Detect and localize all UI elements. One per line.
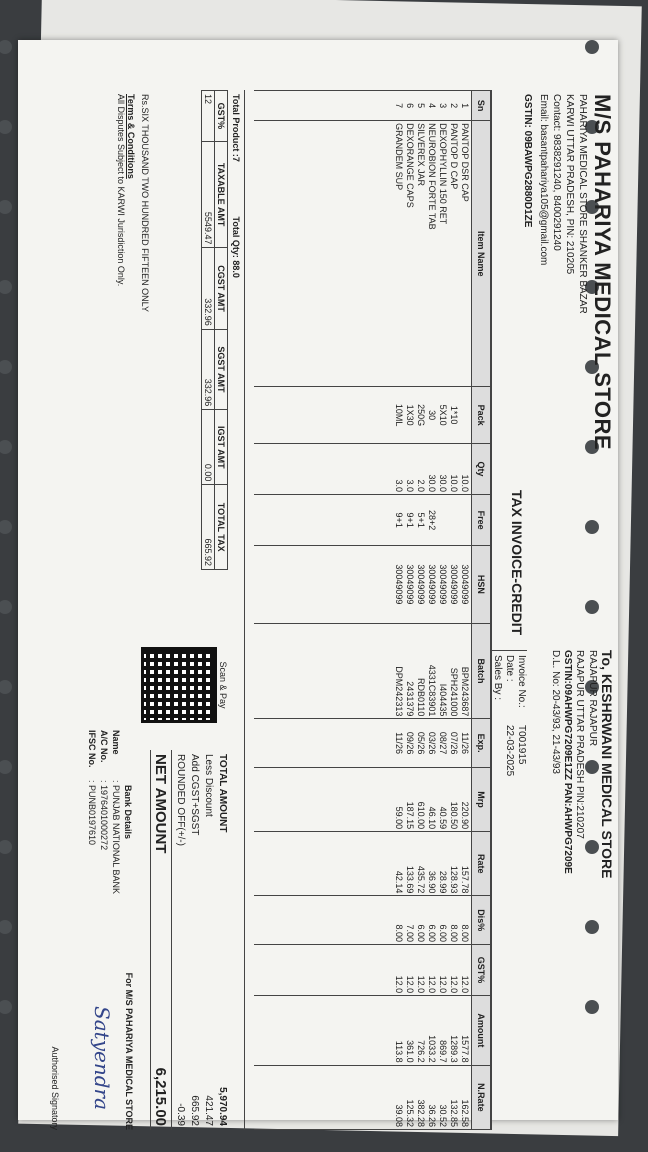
table-cell: PANTOP DSR CAP [460,121,472,387]
empty-cell [254,495,394,546]
buyer-dl: D.L. No: 20-43/93, 21-43/93 [550,650,561,774]
table-cell: 12.0 [449,944,460,995]
items-table [254,90,491,1130]
table-cell: 435.72 [416,832,427,896]
total-qty: Total Qty: 88.0 [231,216,241,278]
table-cell: 30049099 [438,546,449,623]
table-cell: RDB0110 [416,623,427,719]
invoice [50,90,617,1130]
table-cell: 05/26 [416,719,427,768]
table-cell: 6.00 [438,896,449,945]
seller-line: Contact: 9838291240, 8400291240 [551,94,562,251]
table-cell: 7.00 [405,896,416,945]
table-row [427,91,438,1130]
table-cell: I404435 [438,623,449,719]
table-cell: 1*10 [449,387,460,443]
table-cell: 40.59 [438,767,449,831]
table-cell: 132.85 [449,1065,460,1129]
invoice-date: 22-03-2025 [504,725,515,777]
bank-ac: : 1976401000272 [99,780,109,851]
table-cell: 12.0 [416,944,427,995]
col-header: Rate [472,832,491,896]
table-row [438,91,449,1130]
tax-cell: 5549.47 [202,141,215,248]
amounts-block [150,750,228,1130]
table-cell: 5 [416,91,427,121]
table-cell: 59.00 [394,767,405,831]
table-cell: 6.00 [416,896,427,945]
document-title: TAX INVOICE-CREDIT [509,490,525,636]
table-cell: 8.00 [449,896,460,945]
table-cell: 30.0 [438,443,449,494]
bank-name-label: Name [111,730,121,755]
table-cell: 12.0 [460,944,472,995]
table-cell: GRANDEM SUP [394,121,405,387]
table-cell: 11/26 [460,719,472,768]
table-cell: 36.90 [427,832,438,896]
buyer-line: RAJAPUR UTTAR PRADESH PIN:210207 [574,650,585,839]
table-cell: 30049099 [427,546,438,623]
table-cell: 2431379 [405,623,416,719]
col-header: Qty [472,443,491,494]
empty-cell [254,121,394,387]
table-cell: BPM243687 [460,623,472,719]
table-cell [460,387,472,443]
empty-cell [254,91,394,121]
table-cell: 1289.3 [449,996,460,1066]
col-header: Amount [472,996,491,1066]
col-header: Pack [472,387,491,443]
table-cell: DPM242313 [394,623,405,719]
terms-title: Terms & Conditions [126,94,136,179]
amount-in-words: Rs.SIX THOUSAND TWO HUNDRED FIFTEEN ONLY [140,94,150,313]
table-row [460,91,472,1130]
empty-cell [254,719,394,768]
table-cell: 4 [427,91,438,121]
seller-line: KARWI UTTAR PRADESH, PIN: 210205 [564,94,575,275]
table-cell: 10ML [394,387,405,443]
table-cell: 30.52 [438,1065,449,1129]
tax-header: CGST AMT [215,248,228,329]
empty-cell [254,996,394,1066]
gst-label: Add CGST+SGST [189,754,200,836]
table-cell: 8.00 [460,896,472,945]
net-amount-label: NET AMOUNT [152,754,170,854]
table-cell: 6 [405,91,416,121]
table-cell [449,495,460,546]
table-cell: 9+1 [394,495,405,546]
table-cell: 1577.8 [460,996,472,1066]
invoice-meta [491,650,527,776]
gst-amount: 665.92 [189,1095,200,1126]
tax-cell: 12 [202,91,215,142]
discount-amount: 421.47 [203,1095,214,1126]
scan-pay-block [140,630,228,740]
table-cell: 03/26 [427,719,438,768]
total-product: Total Product :7 [231,94,241,162]
table-cell: 30049099 [449,546,460,623]
seller-line: PAHARIYA MEDICAL STORE SHANKER BAZAR [577,94,588,314]
scan-pay-label: Scan & Pay [218,661,228,709]
col-header: HSN [472,546,491,623]
empty-cell [254,767,394,831]
table-cell: 7 [394,91,405,121]
table-cell: 157.78 [460,832,472,896]
table-cell: 39.08 [394,1065,405,1129]
table-cell: 12.0 [394,944,405,995]
table-cell: 187.15 [405,767,416,831]
table-cell: 10.0 [460,443,472,494]
table-cell: 12.0 [438,944,449,995]
sign-for: For M/S PAHARIYA MEDICAL STORE [124,972,134,1130]
tax-cell: 332.96 [202,248,215,329]
table-cell: 36.26 [427,1065,438,1129]
table-cell: 220.90 [460,767,472,831]
tax-cell: 332.96 [202,329,215,410]
table-cell: 162.58 [460,1065,472,1129]
buyer-block [549,650,615,1120]
table-cell: 28.99 [438,832,449,896]
table-cell: 9+1 [405,495,416,546]
qr-code-icon [144,650,214,720]
buyer-name: To, KESHRWANI MEDICAL STORE [599,650,615,879]
table-cell: 3 [438,91,449,121]
table-row [394,91,405,1130]
seller-name: M/S PAHARIYA MEDICAL STORE [590,94,615,451]
table-cell: 2.0 [416,443,427,494]
table-cell: NEUROBION FORTE TAB [427,121,438,387]
table-cell: 128.93 [449,832,460,896]
table-cell: 3.0 [405,443,416,494]
round-off-label: ROUNDED OFF(+/-) [175,754,186,846]
table-cell [438,495,449,546]
table-header-row [472,91,491,1130]
invoice-no-label: Invoice No.: [516,655,527,708]
tax-header: TAXABLE AMT [215,141,228,248]
empty-cell [254,944,394,995]
table-cell: 07/26 [449,719,460,768]
table-cell: 30049099 [405,546,416,623]
bank-title: Bank Details [123,785,133,840]
table-cell: 1X30 [405,387,416,443]
seller-block [522,94,615,564]
empty-cell [254,387,394,443]
table-cell: 08/27 [438,719,449,768]
table-cell [460,495,472,546]
totals-line [231,94,241,337]
table-cell: 180.50 [449,767,460,831]
bank-details [86,730,134,894]
authorised-signatory: Authorised Signatory [50,1046,60,1130]
table-cell: 30049099 [416,546,427,623]
table-row [416,91,427,1130]
empty-cell [254,623,394,719]
table-cell: 1033.2 [427,996,438,1066]
table-cell: 11/26 [394,719,405,768]
col-header: N.Rate [472,1065,491,1129]
table-cell: 09/26 [405,719,416,768]
table-cell: 30.0 [427,443,438,494]
signature-block [50,970,134,1130]
round-off-amount: -0.39 [175,1103,186,1126]
table-row [449,91,460,1130]
table-cell: 12.0 [405,944,416,995]
col-header: Free [472,495,491,546]
table-cell: PANTOP D CAP [449,121,460,387]
table-cell: 10.0 [449,443,460,494]
empty-cell [254,896,394,945]
table-cell: 42.14 [394,832,405,896]
table-cell: SPH241000 [449,623,460,719]
tax-header: SGST AMT [215,329,228,410]
net-amount: 6,215.00 [152,1067,170,1126]
table-cell: 382.28 [416,1065,427,1129]
bank-ac-label: A/C No. [99,730,109,763]
invoice-header [491,90,617,1130]
table-cell: 4331C83901 [427,623,438,719]
table-cell: 3.0 [394,443,405,494]
table-cell: 125.32 [405,1065,416,1129]
table-cell: 5X10 [438,387,449,443]
tax-cell: 0.00 [202,410,215,485]
empty-cell [254,1065,394,1129]
col-header: Exp. [472,719,491,768]
col-header: GST% [472,944,491,995]
table-cell: DEXORANGE CAPS [405,121,416,387]
summary-section [50,90,245,1130]
buyer-gstin: GSTIN:09AHWPG7209E1ZZ PAN:AHWPG7209E [562,650,573,874]
col-header: Sn [472,91,491,121]
tax-header: TOTAL TAX [215,485,228,570]
total-amount-label: TOTAL AMOUNT [217,754,228,833]
tax-header: GST% [215,91,228,142]
invoice-no: T001915 [516,725,527,765]
table-cell: 30049099 [460,546,472,623]
table-cell: 610.00 [416,767,427,831]
table-cell: 5+1 [416,495,427,546]
table-cell: 30049099 [394,546,405,623]
tax-cell: 665.92 [202,485,215,570]
col-header: Batch [472,623,491,719]
tax-header: IGST AMT [215,410,228,485]
table-cell: 726.2 [416,996,427,1066]
empty-cell [254,443,394,494]
empty-cell [254,832,394,896]
table-cell: 12.0 [427,944,438,995]
table-cell: SILVEREX JAR [416,121,427,387]
col-header: Mrp [472,767,491,831]
seller-line: Email: basantpahariya105@gmail.com [538,94,549,266]
table-cell: 361.0 [405,996,416,1066]
table-cell: DEXOPHYLLIN 150 RET [438,121,449,387]
terms-block [116,94,136,286]
table-cell: 2 [449,91,460,121]
table-cell: 6.00 [427,896,438,945]
tax-table [201,90,228,570]
discount-label: Less Discount [203,754,214,817]
signature: Satyendra [90,1006,114,1110]
buyer-line: RAJAPUR RAJAPUR [587,650,598,747]
bank-name: : PUNJAB NATIONAL BANK [111,780,121,895]
table-cell: 8.00 [394,896,405,945]
seller-gstin: GSTIN: 09BAWPG2880D1ZE [522,94,533,228]
table-cell: 28+2 [427,495,438,546]
bank-ifsc: : PUNB0197610 [87,780,97,846]
terms-text: All Disputes Subject to KARWI Jurisdiction Only. [116,94,126,287]
table-cell: 30 [427,387,438,443]
table-cell: 250G [416,387,427,443]
table-cell: 133.69 [405,832,416,896]
table-cell: 1 [460,91,472,121]
col-header: Dis% [472,896,491,945]
table-cell: 113.8 [394,996,405,1066]
empty-cell [254,546,394,623]
table-cell: 46.10 [427,767,438,831]
table-row [405,91,416,1130]
invoice-date-label: Date : [504,655,515,682]
col-header: Item Name [472,121,491,387]
table-filler-row [254,91,394,1130]
sales-by-label: Sales By : [492,655,503,701]
table-cell: 869.7 [438,996,449,1066]
total-amount: 5,970.94 [217,1087,228,1126]
bank-ifsc-label: IFSC No. [87,730,97,768]
